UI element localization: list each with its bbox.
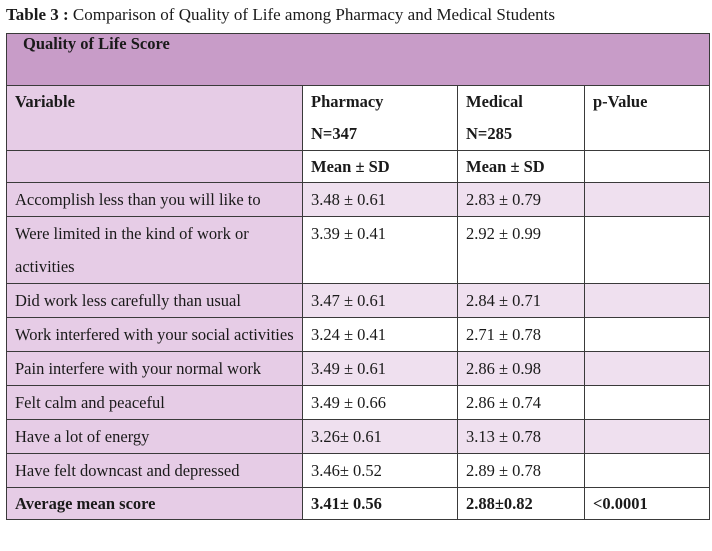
row-variable: Did work less carefully than usual <box>7 284 303 318</box>
table-row <box>7 420 710 454</box>
subheader-row <box>7 151 710 183</box>
table-row <box>7 454 710 488</box>
table-row <box>7 284 710 318</box>
header-row <box>7 86 710 151</box>
row-medical: 2.92 ± 0.99 <box>458 217 585 284</box>
subheader-medical: Mean ± SD <box>458 151 585 183</box>
average-pharmacy: 3.41± 0.56 <box>303 488 458 520</box>
row-medical: 2.89 ± 0.78 <box>458 454 585 488</box>
row-pharmacy: 3.39 ± 0.41 <box>303 217 458 284</box>
header-pvalue <box>585 86 710 151</box>
average-row <box>7 488 710 520</box>
table-row <box>7 183 710 217</box>
header-medical-label: Medical <box>466 92 523 111</box>
row-medical: 2.86 ± 0.74 <box>458 386 585 420</box>
row-variable: Accomplish less than you will like to <box>7 183 303 217</box>
table-row <box>7 352 710 386</box>
row-pharmacy: 3.49 ± 0.61 <box>303 352 458 386</box>
row-pvalue <box>585 420 710 454</box>
row-pharmacy: 3.24 ± 0.41 <box>303 318 458 352</box>
table-row <box>7 386 710 420</box>
average-medical: 2.88±0.82 <box>458 488 585 520</box>
row-medical: 2.84 ± 0.71 <box>458 284 585 318</box>
row-variable: Felt calm and peaceful <box>7 386 303 420</box>
caption-label: Table 3 : <box>6 5 69 24</box>
row-variable: Have a lot of energy <box>7 420 303 454</box>
row-medical: 3.13 ± 0.78 <box>458 420 585 454</box>
header-pvalue-label: p-Value <box>593 92 648 111</box>
row-pharmacy: 3.49 ± 0.66 <box>303 386 458 420</box>
header-variable-label: Variable <box>15 92 75 111</box>
row-medical: 2.86 ± 0.98 <box>458 352 585 386</box>
row-pvalue <box>585 217 710 284</box>
row-variable: Have felt downcast and depressed <box>7 454 303 488</box>
caption-text: Comparison of Quality of Life among Pharmacy and Medical Students <box>68 5 555 24</box>
header-pharmacy-n: N=347 <box>311 124 358 143</box>
row-pvalue <box>585 352 710 386</box>
header-pharmacy-label: Pharmacy <box>311 92 384 111</box>
quality-of-life-table <box>6 33 710 520</box>
row-variable: Were limited in the kind of work or activities <box>7 217 303 284</box>
row-pvalue <box>585 386 710 420</box>
row-pvalue <box>585 183 710 217</box>
subheader-pvalue <box>585 151 710 183</box>
table-row <box>7 318 710 352</box>
table-banner: Quality of Life Score <box>7 34 710 86</box>
header-pharmacy <box>303 86 458 151</box>
average-variable: Average mean score <box>7 488 303 520</box>
subheader-pharmacy: Mean ± SD <box>303 151 458 183</box>
table-caption <box>6 5 555 25</box>
row-pharmacy: 3.26± 0.61 <box>303 420 458 454</box>
row-pvalue <box>585 318 710 352</box>
header-variable <box>7 86 303 151</box>
header-medical <box>458 86 585 151</box>
row-medical: 2.83 ± 0.79 <box>458 183 585 217</box>
header-medical-n: N=285 <box>466 124 513 143</box>
row-pharmacy: 3.47 ± 0.61 <box>303 284 458 318</box>
average-pvalue: <0.0001 <box>585 488 710 520</box>
row-pharmacy: 3.48 ± 0.61 <box>303 183 458 217</box>
table-row <box>7 217 710 284</box>
row-pvalue <box>585 454 710 488</box>
row-variable: Pain interfere with your normal work <box>7 352 303 386</box>
subheader-variable <box>7 151 303 183</box>
row-pharmacy: 3.46± 0.52 <box>303 454 458 488</box>
table-banner-row <box>7 34 710 86</box>
row-variable: Work interfered with your social activities <box>7 318 303 352</box>
row-medical: 2.71 ± 0.78 <box>458 318 585 352</box>
row-pvalue <box>585 284 710 318</box>
